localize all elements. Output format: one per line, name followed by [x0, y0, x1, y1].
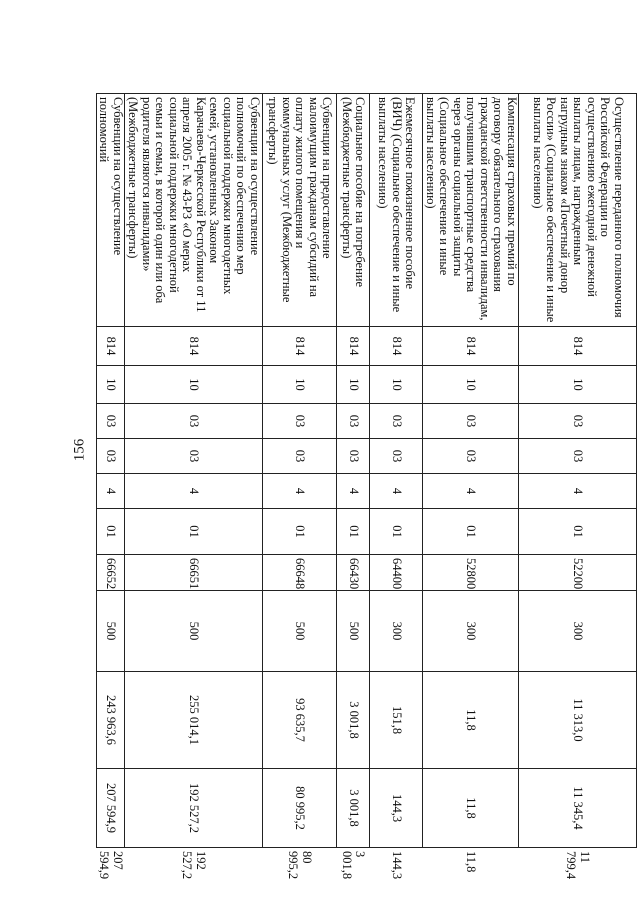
code-cell: 01: [125, 509, 263, 555]
code-cell: 500: [97, 591, 125, 672]
amount-cell: 255 014,1: [125, 672, 263, 769]
row-description: Осуществление переданного полномочия Российской Федерации по осуществлению ежегодной денежной выплаты лицам, награжденным нагрудным знаком «Почетный донор России» (Социальное обеспечение и иные выплаты населению): [519, 94, 637, 327]
code-cell: 300: [370, 591, 423, 672]
code-cell: 03: [125, 439, 263, 474]
amount-cell: 144,3: [370, 769, 423, 848]
amount-cell: 80 995,2: [263, 769, 337, 848]
code-cell: 01: [263, 509, 337, 555]
code-cell: 03: [263, 404, 337, 439]
code-cell: 03: [263, 439, 337, 474]
code-cell: 10: [337, 366, 370, 404]
row-description: Субвенции на предоставление малоимущим гражданам субсидий на оплату жилого помещения и коммунальных услуг (Межбюджетные трансферты): [263, 94, 337, 327]
amount-cell: 3 001,8: [337, 672, 370, 769]
row-description: Ежемесячное пожизненное пособие (ВИЧ) (Социальное обеспечение и иные выплаты населению): [370, 94, 423, 327]
code-cell: 03: [519, 404, 637, 439]
amount-cell: 93 635,7: [263, 672, 337, 769]
code-cell: 814: [97, 327, 125, 366]
table-row: Субвенции на предоставление малоимущим гражданам субсидий на оплату жилого помещения и коммунальных услуг (Межбюджетные трансферты) 814 10 03 03 4 01 66648 500 93 635,7 80 995,2 80 995,2: [263, 94, 337, 848]
code-cell: 52200: [519, 555, 637, 591]
code-cell: 01: [519, 509, 637, 555]
code-cell: 500: [125, 591, 263, 672]
code-cell: 500: [337, 591, 370, 672]
code-cell: 66651: [125, 555, 263, 591]
amount-cell: 11 313,0: [519, 672, 637, 769]
code-cell: 4: [125, 474, 263, 509]
code-cell: 814: [423, 327, 519, 366]
code-cell: 03: [423, 439, 519, 474]
amount-cell: 11,8: [423, 672, 519, 769]
code-cell: 66652: [97, 555, 125, 591]
code-cell: 66430: [337, 555, 370, 591]
code-cell: 500: [263, 591, 337, 672]
code-cell: 4: [263, 474, 337, 509]
table-row: Субвенции на осуществление полномочий по обеспечению мер социальной поддержки многодетных семей, установленных Законом Карачаево-Черкесской Республики от 11 апреля 2005 г. № 43-РЗ «О мерах социальной поддержки многодетной семьи и семьи, в которой один или оба родителя являются инвалидами» (Межбюджетные трансферты) 814 10 03 03 4 01 66651 500 255 014,1 192 527,2 192 527,2: [125, 94, 263, 848]
amount-cell: 151,8: [370, 672, 423, 769]
code-cell: 10: [370, 366, 423, 404]
table-row: Субвенции на осуществление полномочий 814 10 03 03 4 01 66652 500 243 963,6 207 594,9 207 594,9: [97, 94, 125, 848]
amount-cell: 11 345,4: [519, 769, 637, 848]
table-row: Социальное пособие на погребение (Межбюджетные трансферты) 814 10 03 03 4 01 66430 500 3 001,8 3 001,8 3 001,8: [337, 94, 370, 848]
row-description: Социальное пособие на погребение (Межбюджетные трансферты): [337, 94, 370, 327]
code-cell: 10: [125, 366, 263, 404]
code-cell: 814: [337, 327, 370, 366]
code-cell: 01: [370, 509, 423, 555]
code-cell: 03: [337, 439, 370, 474]
page-number: 156: [71, 438, 88, 462]
code-cell: 03: [423, 404, 519, 439]
code-cell: 4: [423, 474, 519, 509]
code-cell: 814: [519, 327, 637, 366]
code-cell: 01: [337, 509, 370, 555]
code-cell: 4: [370, 474, 423, 509]
code-cell: 10: [97, 366, 125, 404]
row-description: Субвенции на осуществление полномочий по обеспечению мер социальной поддержки многодетных семей, установленных Законом Карачаево-Черкесской Республики от 11 апреля 2005 г. № 43-РЗ «О мерах социальной поддержки многодетной семьи и семьи, в которой один или оба родителя являются инвалидами» (Межбюджетные трансферты): [125, 94, 263, 327]
amount-cell: 207 594,9: [97, 769, 125, 848]
code-cell: 4: [97, 474, 125, 509]
code-cell: 300: [519, 591, 637, 672]
amount-cell: 192 527,2: [125, 769, 263, 848]
amount-cell: 3 001,8: [337, 769, 370, 848]
code-cell: 4: [337, 474, 370, 509]
code-cell: 01: [97, 509, 125, 555]
code-cell: 03: [519, 439, 637, 474]
code-cell: 4: [519, 474, 637, 509]
row-description: Субвенции на осуществление полномочий: [97, 94, 125, 327]
table-row: Ежемесячное пожизненное пособие (ВИЧ) (Социальное обеспечение и иные выплаты населению) 814 10 03 03 4 01 64400 300 151,8 144,3 144,3: [370, 94, 423, 848]
code-cell: 52800: [423, 555, 519, 591]
code-cell: 10: [263, 366, 337, 404]
table-row: Компенсация страховых премий по договору обязательного страхования гражданской ответственности инвалидам, получившим транспортные средства через органы социальной защиты (Социальное обеспечение и иные выплаты населению) 814 10 03 03 4 01 52800 300 11,8 11,8 11,8: [423, 94, 519, 848]
code-cell: 10: [519, 366, 637, 404]
code-cell: 01: [423, 509, 519, 555]
code-cell: 03: [97, 439, 125, 474]
code-cell: 03: [370, 439, 423, 474]
table-row: Осуществление переданного полномочия Российской Федерации по осуществлению ежегодной денежной выплаты лицам, награжденным нагрудным знаком «Почетный донор России» (Социальное обеспечение и иные выплаты населению) 814 10 03 03 4 01 52200 300 11 313,0 11 345,4 11 799,4: [519, 94, 637, 848]
code-cell: 814: [263, 327, 337, 366]
code-cell: 03: [337, 404, 370, 439]
code-cell: 03: [125, 404, 263, 439]
amount-cell: 11,8: [423, 769, 519, 848]
budget-table: [96, 93, 637, 880]
code-cell: 66648: [263, 555, 337, 591]
amount-cell: 243 963,6: [97, 672, 125, 769]
code-cell: 03: [370, 404, 423, 439]
code-cell: 03: [97, 404, 125, 439]
code-cell: 10: [423, 366, 519, 404]
code-cell: 814: [370, 327, 423, 366]
code-cell: 814: [125, 327, 263, 366]
code-cell: 300: [423, 591, 519, 672]
budget-table-sheet: [97, 93, 637, 880]
code-cell: 64400: [370, 555, 423, 591]
row-description: Компенсация страховых премий по договору обязательного страхования гражданской ответственности инвалидам, получившим транспортные средства через органы социальной защиты (Социальное обеспечение и иные выплаты населению): [423, 94, 519, 327]
